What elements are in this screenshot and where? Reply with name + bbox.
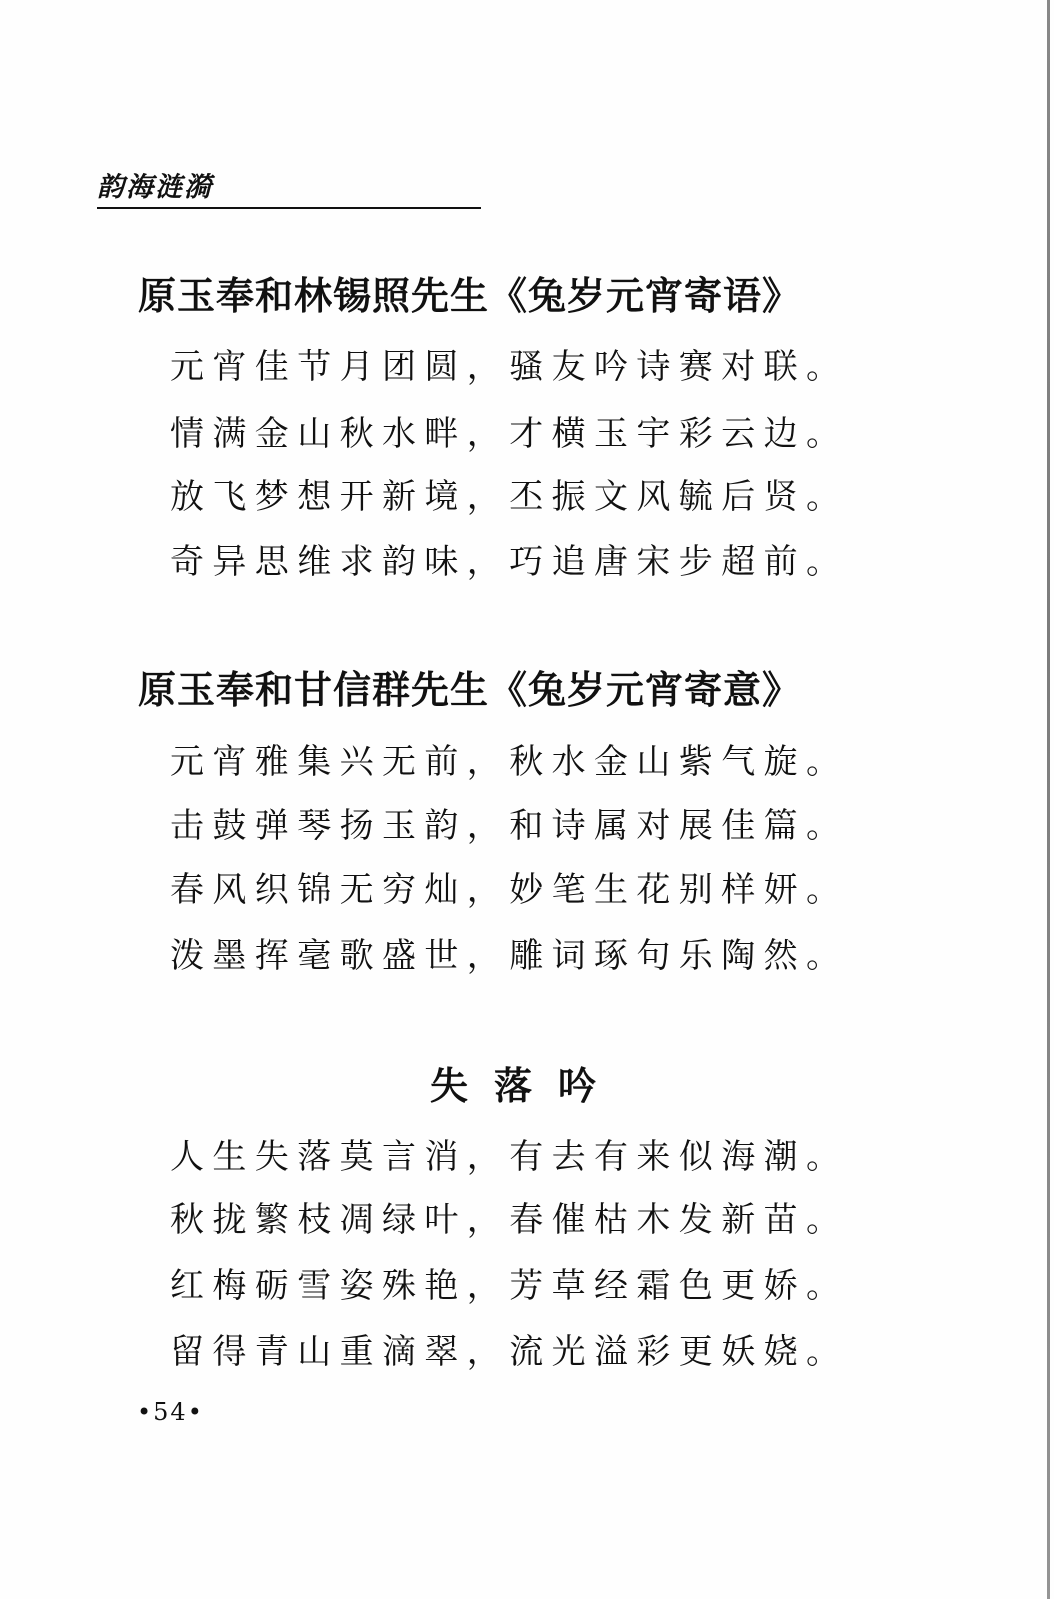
poem-line: 击鼓弹琴扬玉韵，和诗属对展佳篇。 — [170, 806, 849, 846]
poem-line: 奇异思维求韵味，巧追唐宋步超前。 — [170, 542, 849, 582]
poem-line: 元宵雅集兴无前，秋水金山紫气旋。 — [170, 742, 849, 782]
poem-title: 原玉奉和林锡照先生《兔岁元宵寄语》 — [138, 273, 802, 318]
poem-line: 放飞梦想开新境，丕振文风毓后贤。 — [170, 477, 849, 517]
poem-line: 红梅砺雪姿殊艳，芳草经霜色更娇。 — [170, 1266, 849, 1306]
poem-title: 原玉奉和甘信群先生《兔岁元宵寄意》 — [138, 667, 802, 712]
poem-line: 情满金山秋水畔，才横玉宇彩云边。 — [170, 414, 849, 454]
poem-line: 泼墨挥毫歌盛世，雕词琢句乐陶然。 — [170, 936, 849, 976]
poem-line: 人生失落莫言消，有去有来似海潮。 — [170, 1137, 849, 1177]
poem-title: 失落吟 — [429, 1063, 622, 1108]
poem-line: 春风织锦无穷灿，妙笔生花别样妍。 — [170, 870, 849, 910]
running-header: 韵海涟漪 — [97, 172, 213, 203]
poem-line: 元宵佳节月团圆，骚友吟诗赛对联。 — [170, 347, 849, 387]
page-edge-shadow — [1047, 0, 1050, 1599]
page-number: •54• — [137, 1398, 204, 1426]
poem-line: 留得青山重滴翠，流光溢彩更妖娆。 — [170, 1332, 849, 1372]
poem-line: 秋拢繁枝凋绿叶，春催枯木发新苗。 — [170, 1200, 849, 1240]
header-rule — [97, 207, 481, 209]
